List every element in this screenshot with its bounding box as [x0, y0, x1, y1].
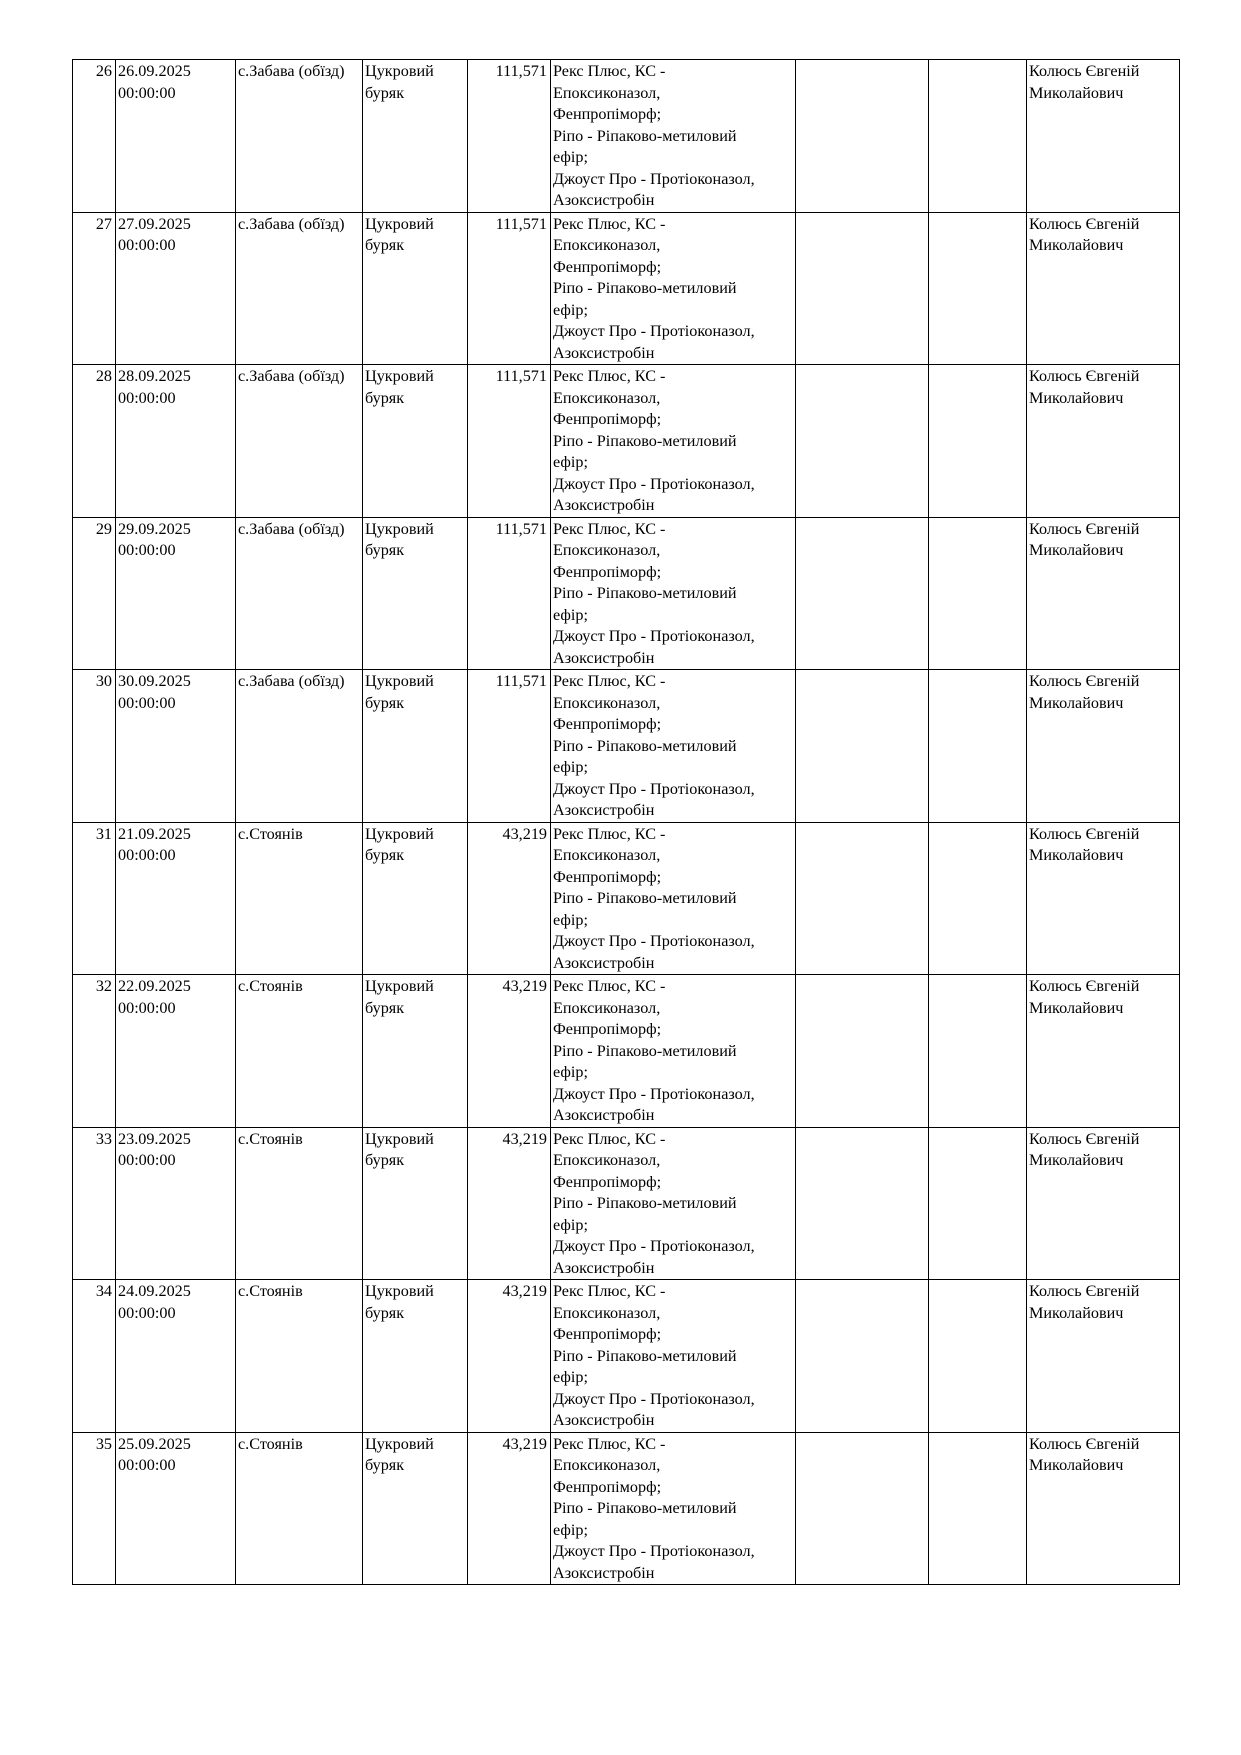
person-name-line: Миколайович — [1029, 236, 1124, 254]
crop-line: буряк — [365, 236, 405, 254]
crop-cell — [363, 1432, 468, 1585]
empty-cell-2 — [929, 365, 1027, 518]
person-name-line: Колюсь Євгеній — [1029, 1129, 1140, 1148]
person-name-line: Колюсь Євгеній — [1029, 1282, 1140, 1300]
person-name-line: Миколайович — [1029, 1303, 1124, 1322]
responsible-person-cell — [1027, 1127, 1180, 1280]
product-line: Епоксиконазол, — [553, 388, 661, 407]
crop-line: Цукровий — [365, 1434, 434, 1453]
time-text: 00:00:00 — [118, 1456, 176, 1474]
row-number-cell: 31 — [73, 822, 116, 975]
product-line: Джоуст Про - Протіоконазол, — [553, 474, 755, 493]
product-line: Ріпо - Ріпаково-метиловий — [553, 1041, 737, 1060]
person-name-line: Колюсь Євгеній — [1029, 519, 1140, 538]
person-name-line: Миколайович — [1029, 83, 1124, 102]
product-line: Епоксиконазол, — [553, 1151, 661, 1169]
responsible-person-cell — [1027, 60, 1180, 213]
products-cell — [551, 1432, 796, 1585]
product-line: Ріпо - Ріпаково-метиловий — [553, 1346, 737, 1365]
product-line: Ріпо - Ріпаково-метиловий — [553, 1194, 737, 1212]
person-name-line: Миколайович — [1029, 541, 1124, 559]
product-line: ефір; — [553, 453, 588, 471]
time-text: 00:00:00 — [118, 693, 176, 712]
time-text: 00:00:00 — [118, 236, 176, 254]
empty-cell-2 — [929, 1432, 1027, 1585]
date-text: 27.09.2025 — [118, 214, 191, 233]
product-line: ефір; — [553, 148, 588, 166]
table-row — [73, 60, 1180, 213]
product-line: Ріпо - Ріпаково-метиловий — [553, 889, 737, 907]
crop-line: буряк — [365, 1456, 405, 1474]
crop-cell — [363, 365, 468, 518]
crop-line: буряк — [365, 83, 405, 102]
products-cell — [551, 365, 796, 518]
product-line: Джоуст Про - Протіоконазол, — [553, 627, 755, 645]
product-line: Азоксистробін — [553, 496, 655, 514]
product-line: Епоксиконазол, — [553, 541, 661, 559]
product-line: Азоксистробін — [553, 648, 655, 667]
person-name-line: Колюсь Євгеній — [1029, 672, 1140, 690]
date-cell — [116, 975, 236, 1128]
responsible-person-cell — [1027, 517, 1180, 670]
table-row — [73, 822, 1180, 975]
person-name-line: Миколайович — [1029, 846, 1124, 864]
time-text: 00:00:00 — [118, 83, 176, 102]
location-cell: с.Стоянів — [236, 975, 363, 1128]
crop-line: Цукровий — [365, 62, 434, 80]
product-line: Ріпо - Ріпаково-метиловий — [553, 126, 737, 145]
responsible-person-cell — [1027, 975, 1180, 1128]
product-line: Епоксиконазол, — [553, 236, 661, 254]
date-cell — [116, 60, 236, 213]
date-cell — [116, 1432, 236, 1585]
product-line: Джоуст Про - Протіоконазол, — [553, 1084, 755, 1103]
date-text: 26.09.2025 — [118, 62, 191, 80]
location-cell: с.Забава (обїзд) — [236, 212, 363, 365]
products-cell — [551, 975, 796, 1128]
product-line: Азоксистробін — [553, 1563, 655, 1582]
empty-cell-1 — [796, 1127, 929, 1280]
location-cell: с.Забава (обїзд) — [236, 517, 363, 670]
date-text: 25.09.2025 — [118, 1434, 191, 1453]
product-line: Рекс Плюс, КС - — [553, 214, 666, 233]
crop-cell — [363, 1280, 468, 1433]
product-line: Азоксистробін — [553, 1411, 655, 1429]
empty-cell-1 — [796, 212, 929, 365]
product-line: ефір; — [553, 910, 588, 929]
product-line: Рекс Плюс, КС - — [553, 672, 666, 690]
person-name-line: Колюсь Євгеній — [1029, 977, 1140, 995]
empty-cell-2 — [929, 517, 1027, 670]
location-cell: с.Забава (обїзд) — [236, 60, 363, 213]
product-line: Фенпропіморф; — [553, 1325, 662, 1343]
product-line: ефір; — [553, 605, 588, 624]
empty-cell-1 — [796, 822, 929, 975]
person-name-line: Миколайович — [1029, 1456, 1124, 1474]
product-line: Епоксиконазол, — [553, 83, 661, 102]
area-cell: 43,219 — [468, 822, 551, 975]
product-line: Фенпропіморф; — [553, 105, 662, 123]
table-row — [73, 670, 1180, 823]
products-cell — [551, 670, 796, 823]
product-line: Рекс Плюс, КС - — [553, 62, 666, 80]
area-cell: 111,571 — [468, 365, 551, 518]
table-row — [73, 365, 1180, 518]
product-line: Епоксиконазол, — [553, 693, 661, 712]
crop-cell — [363, 822, 468, 975]
date-cell — [116, 1280, 236, 1433]
empty-cell-1 — [796, 975, 929, 1128]
crop-line: Цукровий — [365, 214, 434, 233]
date-text: 21.09.2025 — [118, 824, 191, 843]
time-text: 00:00:00 — [118, 388, 176, 407]
products-cell — [551, 822, 796, 975]
area-cell: 43,219 — [468, 1280, 551, 1433]
person-name-line: Миколайович — [1029, 1151, 1124, 1169]
date-text: 28.09.2025 — [118, 367, 191, 385]
spraying-schedule-table — [72, 59, 1180, 1585]
area-cell: 111,571 — [468, 60, 551, 213]
table-body — [73, 60, 1180, 1585]
product-line: Рекс Плюс, КС - — [553, 977, 666, 995]
date-cell — [116, 1127, 236, 1280]
product-line: Джоуст Про - Протіоконазол, — [553, 932, 755, 950]
person-name-line: Колюсь Євгеній — [1029, 1434, 1140, 1453]
product-line: Рекс Плюс, КС - — [553, 1434, 666, 1453]
empty-cell-2 — [929, 670, 1027, 823]
products-cell — [551, 212, 796, 365]
table-row — [73, 1127, 1180, 1280]
product-line: Азоксистробін — [553, 801, 655, 819]
date-cell — [116, 670, 236, 823]
product-line: Ріпо - Ріпаково-метиловий — [553, 1499, 737, 1517]
time-text: 00:00:00 — [118, 541, 176, 559]
time-text: 00:00:00 — [118, 846, 176, 864]
product-line: Рекс Плюс, КС - — [553, 367, 666, 385]
date-cell — [116, 212, 236, 365]
product-line: ефір; — [553, 758, 588, 776]
person-name-line: Миколайович — [1029, 388, 1124, 407]
products-cell — [551, 60, 796, 213]
empty-cell-1 — [796, 1280, 929, 1433]
date-cell — [116, 822, 236, 975]
responsible-person-cell — [1027, 365, 1180, 518]
location-cell: с.Забава (обїзд) — [236, 365, 363, 518]
table-row — [73, 212, 1180, 365]
row-number-cell: 30 — [73, 670, 116, 823]
product-line: Джоуст Про - Протіоконазол, — [553, 1389, 755, 1408]
location-cell: с.Забава (обїзд) — [236, 670, 363, 823]
product-line: Джоуст Про - Протіоконазол, — [553, 169, 755, 188]
products-cell — [551, 1127, 796, 1280]
person-name-line: Колюсь Євгеній — [1029, 367, 1140, 385]
product-line: ефір; — [553, 1520, 588, 1539]
location-cell: с.Стоянів — [236, 822, 363, 975]
products-cell — [551, 1280, 796, 1433]
product-line: Ріпо - Ріпаково-метиловий — [553, 279, 737, 297]
location-cell: с.Стоянів — [236, 1127, 363, 1280]
product-line: Азоксистробін — [553, 953, 655, 972]
empty-cell-1 — [796, 670, 929, 823]
crop-line: буряк — [365, 998, 405, 1017]
product-line: Ріпо - Ріпаково-метиловий — [553, 736, 737, 755]
empty-cell-2 — [929, 60, 1027, 213]
product-line: ефір; — [553, 1368, 588, 1386]
row-number-cell: 26 — [73, 60, 116, 213]
product-line: Азоксистробін — [553, 191, 655, 209]
crop-line: Цукровий — [365, 672, 434, 690]
time-text: 00:00:00 — [118, 1151, 176, 1169]
table-row — [73, 1280, 1180, 1433]
row-number-cell: 29 — [73, 517, 116, 670]
product-line: Ріпо - Ріпаково-метиловий — [553, 584, 737, 602]
crop-line: буряк — [365, 388, 405, 407]
date-cell — [116, 517, 236, 670]
product-line: Джоуст Про - Протіоконазол, — [553, 322, 755, 340]
date-text: 29.09.2025 — [118, 519, 191, 538]
date-cell — [116, 365, 236, 518]
crop-line: буряк — [365, 693, 405, 712]
responsible-person-cell — [1027, 670, 1180, 823]
person-name-line: Колюсь Євгеній — [1029, 62, 1140, 80]
area-cell: 111,571 — [468, 212, 551, 365]
area-cell: 43,219 — [468, 975, 551, 1128]
date-text: 24.09.2025 — [118, 1282, 191, 1300]
responsible-person-cell — [1027, 822, 1180, 975]
product-line: Фенпропіморф; — [553, 410, 662, 428]
crop-line: Цукровий — [365, 977, 434, 995]
row-number-cell: 35 — [73, 1432, 116, 1585]
date-text: 30.09.2025 — [118, 672, 191, 690]
crop-line: Цукровий — [365, 1282, 434, 1300]
row-number-cell: 33 — [73, 1127, 116, 1280]
crop-line: Цукровий — [365, 519, 434, 538]
product-line: Епоксиконазол, — [553, 1456, 661, 1474]
product-line: Фенпропіморф; — [553, 867, 662, 886]
crop-cell — [363, 975, 468, 1128]
product-line: Епоксиконазол, — [553, 998, 661, 1017]
product-line: Фенпропіморф; — [553, 1477, 662, 1496]
product-line: Азоксистробін — [553, 1258, 655, 1277]
product-line: Фенпропіморф; — [553, 715, 662, 733]
empty-cell-1 — [796, 365, 929, 518]
product-line: Рекс Плюс, КС - — [553, 1282, 666, 1300]
empty-cell-1 — [796, 1432, 929, 1585]
crop-line: буряк — [365, 1303, 405, 1322]
time-text: 00:00:00 — [118, 998, 176, 1017]
crop-cell — [363, 212, 468, 365]
product-line: Азоксистробін — [553, 1106, 655, 1124]
area-cell: 43,219 — [468, 1432, 551, 1585]
row-number-cell: 34 — [73, 1280, 116, 1433]
responsible-person-cell — [1027, 1432, 1180, 1585]
person-name-line: Колюсь Євгеній — [1029, 214, 1140, 233]
product-line: ефір; — [553, 1063, 588, 1081]
crop-cell — [363, 517, 468, 670]
table-row — [73, 1432, 1180, 1585]
row-number-cell: 28 — [73, 365, 116, 518]
empty-cell-2 — [929, 1127, 1027, 1280]
person-name-line: Колюсь Євгеній — [1029, 824, 1140, 843]
product-line: Джоуст Про - Протіоконазол, — [553, 1237, 755, 1255]
crop-line: буряк — [365, 1151, 405, 1169]
area-cell: 111,571 — [468, 670, 551, 823]
product-line: Азоксистробін — [553, 343, 655, 362]
row-number-cell: 27 — [73, 212, 116, 365]
table-row — [73, 975, 1180, 1128]
product-line: Епоксиконазол, — [553, 846, 661, 864]
empty-cell-1 — [796, 60, 929, 213]
product-line: Рекс Плюс, КС - — [553, 1129, 666, 1148]
date-text: 23.09.2025 — [118, 1129, 191, 1148]
product-line: Рекс Плюс, КС - — [553, 519, 666, 538]
product-line: Фенпропіморф; — [553, 257, 662, 276]
product-line: Епоксиконазол, — [553, 1303, 661, 1322]
product-line: ефір; — [553, 300, 588, 319]
row-number-cell: 32 — [73, 975, 116, 1128]
product-line: Рекс Плюс, КС - — [553, 824, 666, 843]
person-name-line: Миколайович — [1029, 998, 1124, 1017]
products-cell — [551, 517, 796, 670]
empty-cell-2 — [929, 1280, 1027, 1433]
empty-cell-1 — [796, 517, 929, 670]
area-cell: 43,219 — [468, 1127, 551, 1280]
crop-cell — [363, 60, 468, 213]
table-row — [73, 517, 1180, 670]
crop-cell — [363, 670, 468, 823]
crop-line: буряк — [365, 846, 405, 864]
empty-cell-2 — [929, 975, 1027, 1128]
crop-line: Цукровий — [365, 367, 434, 385]
responsible-person-cell — [1027, 1280, 1180, 1433]
product-line: Джоуст Про - Протіоконазол, — [553, 779, 755, 798]
crop-cell — [363, 1127, 468, 1280]
product-line: Джоуст Про - Протіоконазол, — [553, 1542, 755, 1560]
product-line: ефір; — [553, 1215, 588, 1234]
product-line: Ріпо - Ріпаково-метиловий — [553, 431, 737, 450]
empty-cell-2 — [929, 212, 1027, 365]
location-cell: с.Стоянів — [236, 1432, 363, 1585]
product-line: Фенпропіморф; — [553, 1172, 662, 1191]
area-cell: 111,571 — [468, 517, 551, 670]
product-line: Фенпропіморф; — [553, 1020, 662, 1038]
date-text: 22.09.2025 — [118, 977, 191, 995]
responsible-person-cell — [1027, 212, 1180, 365]
crop-line: буряк — [365, 541, 405, 559]
time-text: 00:00:00 — [118, 1303, 176, 1322]
location-cell: с.Стоянів — [236, 1280, 363, 1433]
person-name-line: Миколайович — [1029, 693, 1124, 712]
crop-line: Цукровий — [365, 824, 434, 843]
product-line: Фенпропіморф; — [553, 562, 662, 581]
empty-cell-2 — [929, 822, 1027, 975]
crop-line: Цукровий — [365, 1129, 434, 1148]
